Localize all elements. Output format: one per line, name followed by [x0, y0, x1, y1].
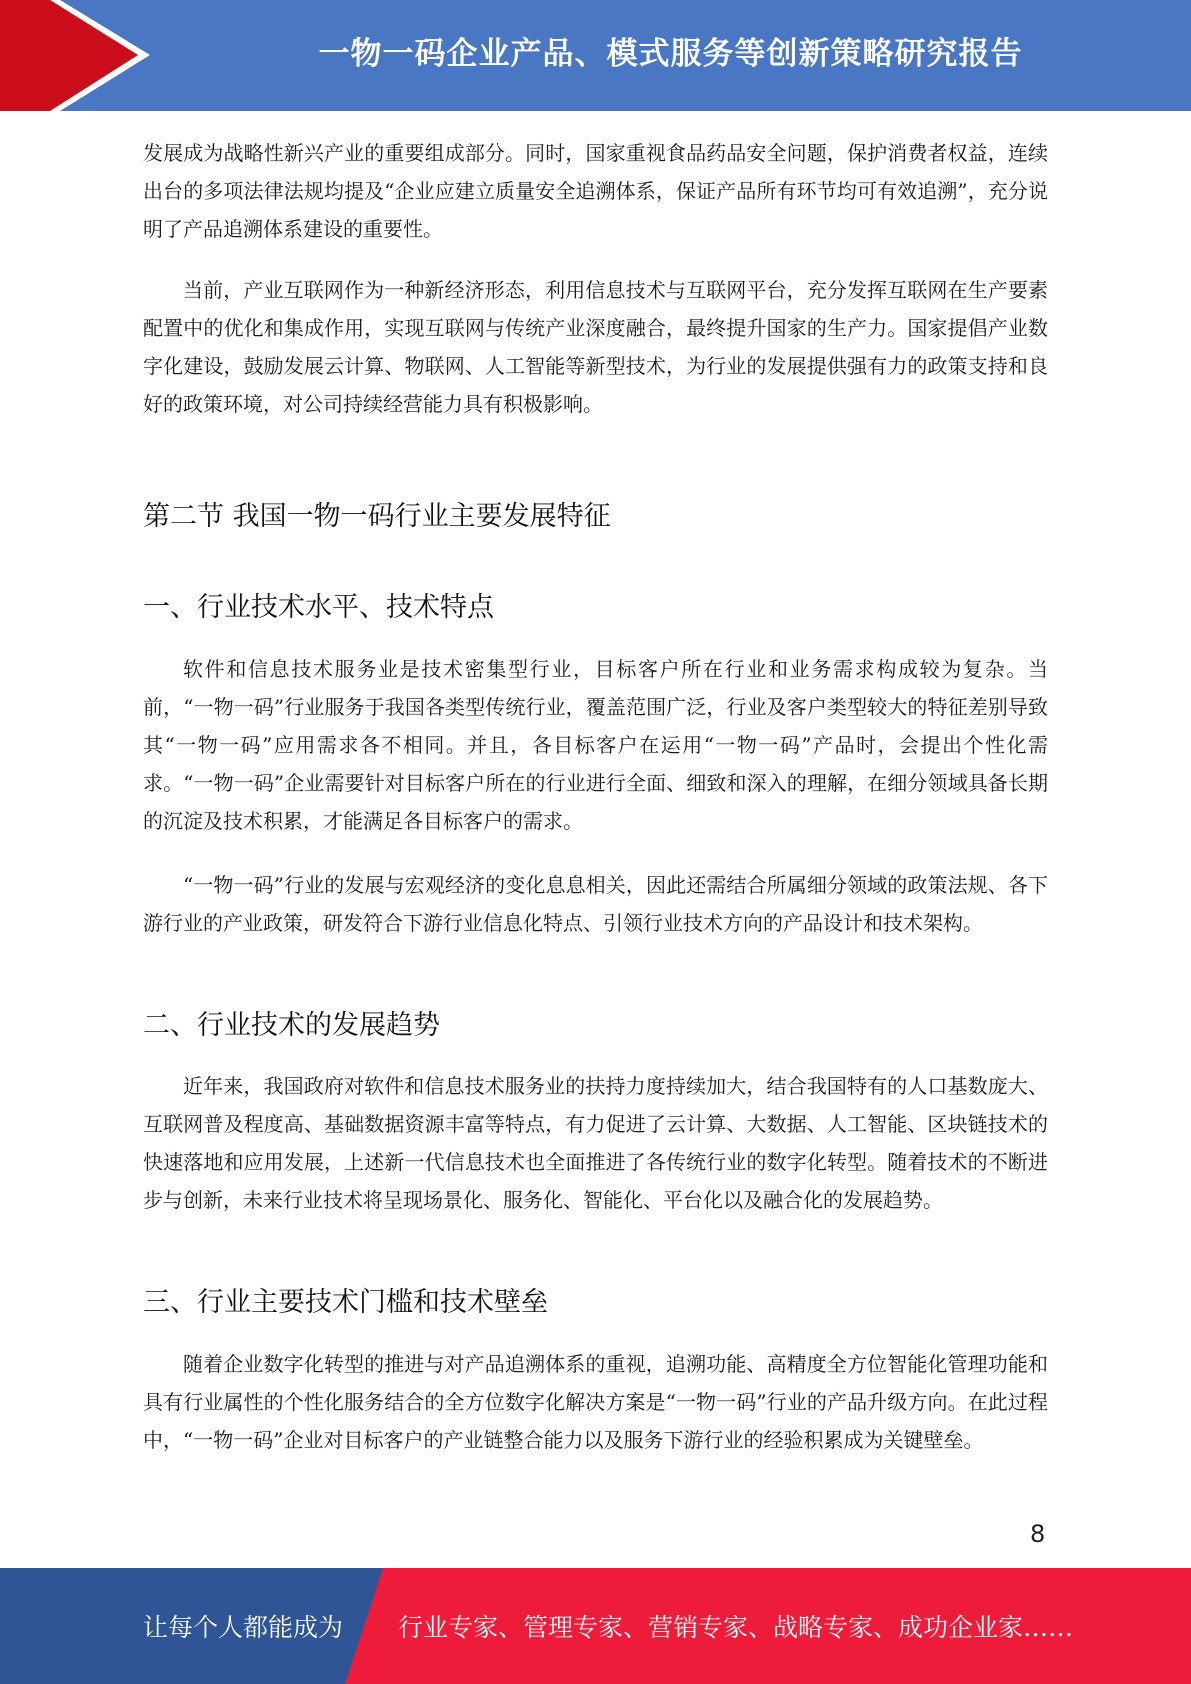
section-heading-1: 一、行业技术水平、技术特点: [143, 592, 494, 623]
paragraph: 当前，产业互联网作为一种新经济形态，利用信息技术与互联网平台，充分发挥互联网在生产要素配置中的优化和集成作用，实现互联网与传统产业深度融合，最终提升国家的生产力。国家提倡产业数字化建设，鼓励发展云计算、物联网、人工智能等新型技术，为行业的发展提供强有力的政策支持和良好的政策环境，对公司持续经营能力具有积极影响。: [143, 278, 1048, 416]
paragraph: 发展成为战略性新兴产业的重要组成部分。同时，国家重视食品药品安全问题，保护消费者权益，连续出台的多项法律法规均提及“企业应建立质量安全追溯体系，保证产品所有环节均可有效追溯”，充分说明了产品追溯体系建设的重要性。: [143, 141, 1048, 241]
section-1-para-2: [143, 866, 1048, 942]
page-number: 8: [1030, 1520, 1046, 1548]
section-heading-2: 二、行业技术的发展趋势: [143, 1010, 440, 1041]
footer-slogan-right: 行业专家、管理专家、营销专家、战略专家、成功企业家……: [398, 1613, 1074, 1642]
footer-slogan-left: 让每个人都能成为: [143, 1613, 344, 1642]
paragraph: “一物一码”行业的发展与宏观经济的变化息息相关，因此还需结合所属细分领域的政策法规、各下游行业的产业政策，研发符合下游行业信息化特点、引领行业技术方向的产品设计和技术架构。: [143, 873, 1048, 935]
section-heading-3: 三、行业主要技术门槛和技术壁垒: [143, 1287, 548, 1318]
paragraph: 近年来，我国政府对软件和信息技术服务业的扶持力度持续加大，结合我国特有的人口基数庞大、互联网普及程度高、基础数据资源丰富等特点，有力促进了云计算、大数据、人工智能、区块链技术的快速落地和应用发展，上述新一代信息技术也全面推进了各传统行业的数字化转型。随着技术的不断进步与创新，未来行业技术将呈现场景化、服务化、智能化、平台化以及融合化的发展趋势。: [143, 1074, 1048, 1212]
section-3-para-1: [143, 1345, 1048, 1459]
paragraph: 软件和信息技术服务业是技术密集型行业，目标客户所在行业和业务需求构成较为复杂。当前，“一物一码”行业服务于我国各类型传统行业，覆盖范围广泛，行业及客户类型较大的特征差别导致其“一物一码”应用需求各不相同。并且，各目标客户在运用“一物一码”产品时，会提出个性化需求。“一物一码”企业需要针对目标客户所在的行业进行全面、细致和深入的理解，在细分领域具备长期的沉淀及技术积累，才能满足各目标客户的需求。: [143, 657, 1048, 833]
section-1-para-1: [143, 650, 1048, 840]
chapter-heading: 第二节 我国一物一码行业主要发展特征: [143, 501, 611, 532]
report-title: 一物一码企业产品、模式服务等创新策略研究报告: [318, 35, 1023, 72]
header-arrow-icon: [0, 0, 160, 111]
section-2-para-1: [143, 1067, 1048, 1219]
intro-block-2: [143, 271, 1048, 423]
paragraph: 随着企业数字化转型的推进与对产品追溯体系的重视，追溯功能、高精度全方位智能化管理功能和具有行业属性的个性化服务结合的全方位数字化解决方案是“一物一码”行业的产品升级方向。在此过程中，“一物一码”企业对目标客户的产业链整合能力以及服务下游行业的经验积累成为关键壁垒。: [143, 1352, 1048, 1452]
header-band: [0, 0, 1191, 111]
intro-block: [143, 134, 1048, 248]
footer-band: [0, 1568, 1191, 1684]
